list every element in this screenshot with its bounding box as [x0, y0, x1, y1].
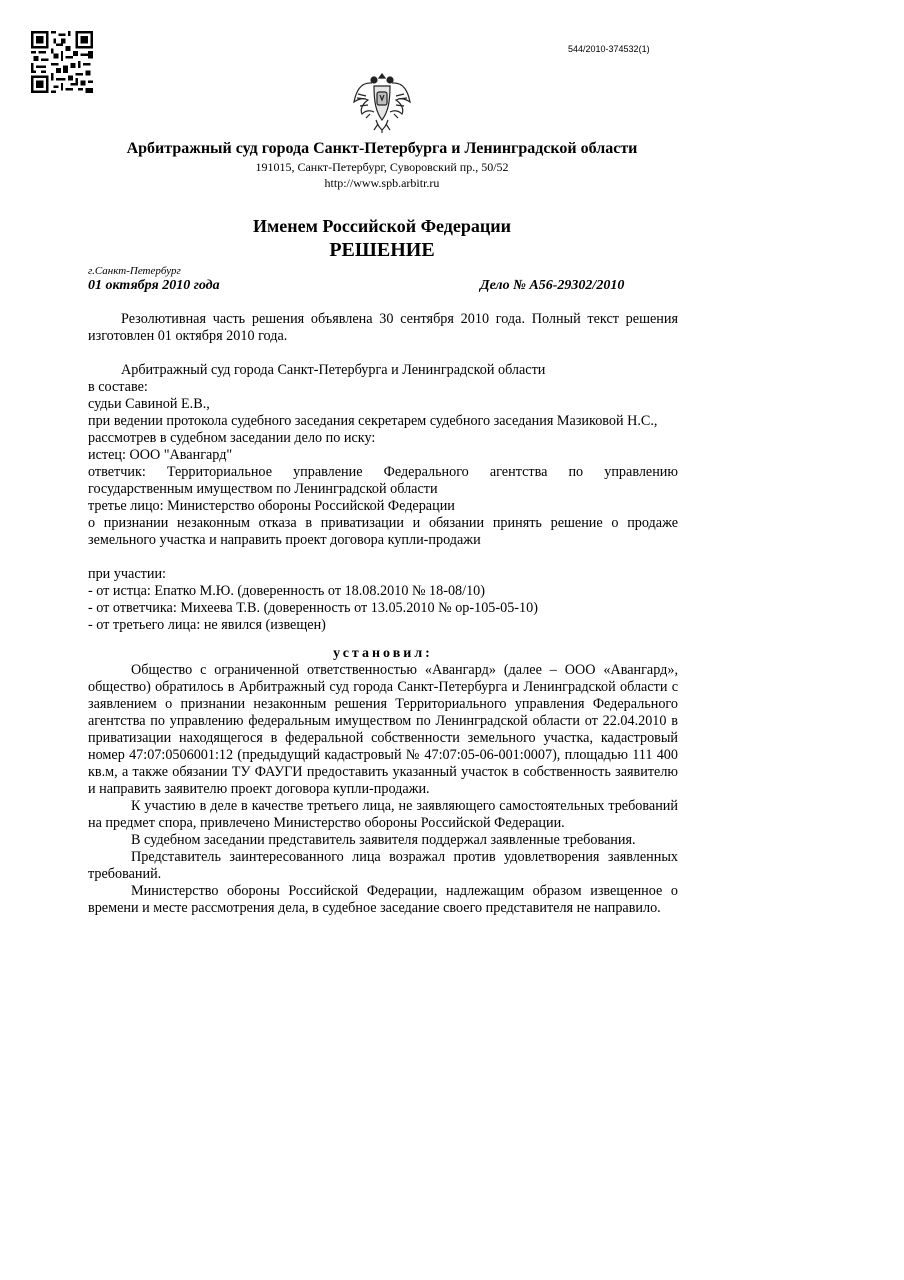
paragraph-1: Общество с ограниченной ответственностью «Авангард» (далее – ООО «Авангард», общество) обратилось в Арбитражный суд города Санкт-Петербурга и Ленинградской области с заявлением о признании незаконным решения Территориального управления Федерального агентства по управлению федеральным имуществом по Ленинградской области от 22.04.2010 в приватизации находящегося в федеральной собственности земельного участка, кадастровый номер 47:07:0506001:12 (предыдущий кадастровый № 47:07:05-06-001:0007), площадью 111 400 кв.м, а также обязании ТУ ФАУГИ предоставить указанный участок в собственность заявителю и направить заявителю проект договора купли-продажи. [88, 662, 678, 797]
qr-code [31, 31, 93, 93]
document-body [88, 311, 678, 917]
paragraph-5: Министерство обороны Российской Федерации, надлежащим образом извещенное о времени и месте рассмотрения дела, в судебное заседание своего представителя не направило. [88, 883, 678, 916]
city: г.Санкт-Петербург [88, 265, 181, 277]
document-number: 544/2010-374532(1) [568, 44, 650, 54]
from-third-party: - от третьего лица: не явился (извещен) [88, 617, 326, 633]
court-website: http://www.spb.arbitr.ru [324, 176, 440, 190]
defendant: ответчик: Территориальное управление Федерального агентства по управлению государственным имуществом по Ленинградской области [88, 464, 678, 497]
court-title: Арбитражный суд города Санкт-Петербурга и Ленинградской области [126, 140, 638, 157]
in-name-of-heading: Именем Российской Федерации [252, 216, 512, 236]
decision-date: 01 октября 2010 года [88, 278, 220, 293]
plaintiff: истец: ООО "Авангард" [88, 447, 233, 463]
established-heading: установил: [333, 646, 433, 661]
considering: рассмотрев в судебном заседании дело по иску: [88, 430, 376, 446]
claim-subject: о признании незаконным отказа в приватизации и обязании принять решение о продаже земельного участка и направить проект договора купли-продажи [88, 515, 678, 548]
secretary: при ведении протокола судебного заседания секретарем судебного заседания Мазиковой Н.С., [88, 413, 658, 429]
from-defendant: - от ответчика: Михеева Т.В. (доверенность от 13.05.2010 № ор-105-05-10) [88, 600, 538, 616]
resolution-note: Резолютивная часть решения объявлена 30 сентября 2010 года. Полный текст решения изготовлен 01 октября 2010 года. [88, 311, 678, 344]
paragraph-4: Представитель заинтересованного лица возражал против удовлетворения заявленных требований. [88, 849, 678, 882]
judge: судьи Савиной Е.В., [88, 396, 210, 412]
participation-heading: при участии: [88, 566, 166, 582]
paragraph-3: В судебном заседании представитель заявителя поддержал заявленные требования. [131, 832, 636, 848]
composition: в составе: [88, 379, 148, 395]
court-address: 191015, Санкт-Петербург, Суворовский пр., 50/52 [255, 160, 509, 174]
paragraph-2: К участию в деле в качестве третьего лица, не заявляющего самостоятельных требований на предмет спора, привлечено Министерство обороны Российской Федерации. [88, 798, 678, 831]
case-number: Дело № А56-29302/2010 [480, 278, 625, 293]
court-line: Арбитражный суд города Санкт-Петербурга и Ленинградской области [121, 362, 546, 378]
coat-of-arms-icon [352, 68, 412, 134]
third-party: третье лицо: Министерство обороны Российской Федерации [88, 498, 455, 514]
from-plaintiff: - от истца: Епатко М.Ю. (доверенность от 18.08.2010 № 18-08/10) [88, 583, 485, 599]
decision-title: РЕШЕНИЕ [329, 239, 435, 261]
